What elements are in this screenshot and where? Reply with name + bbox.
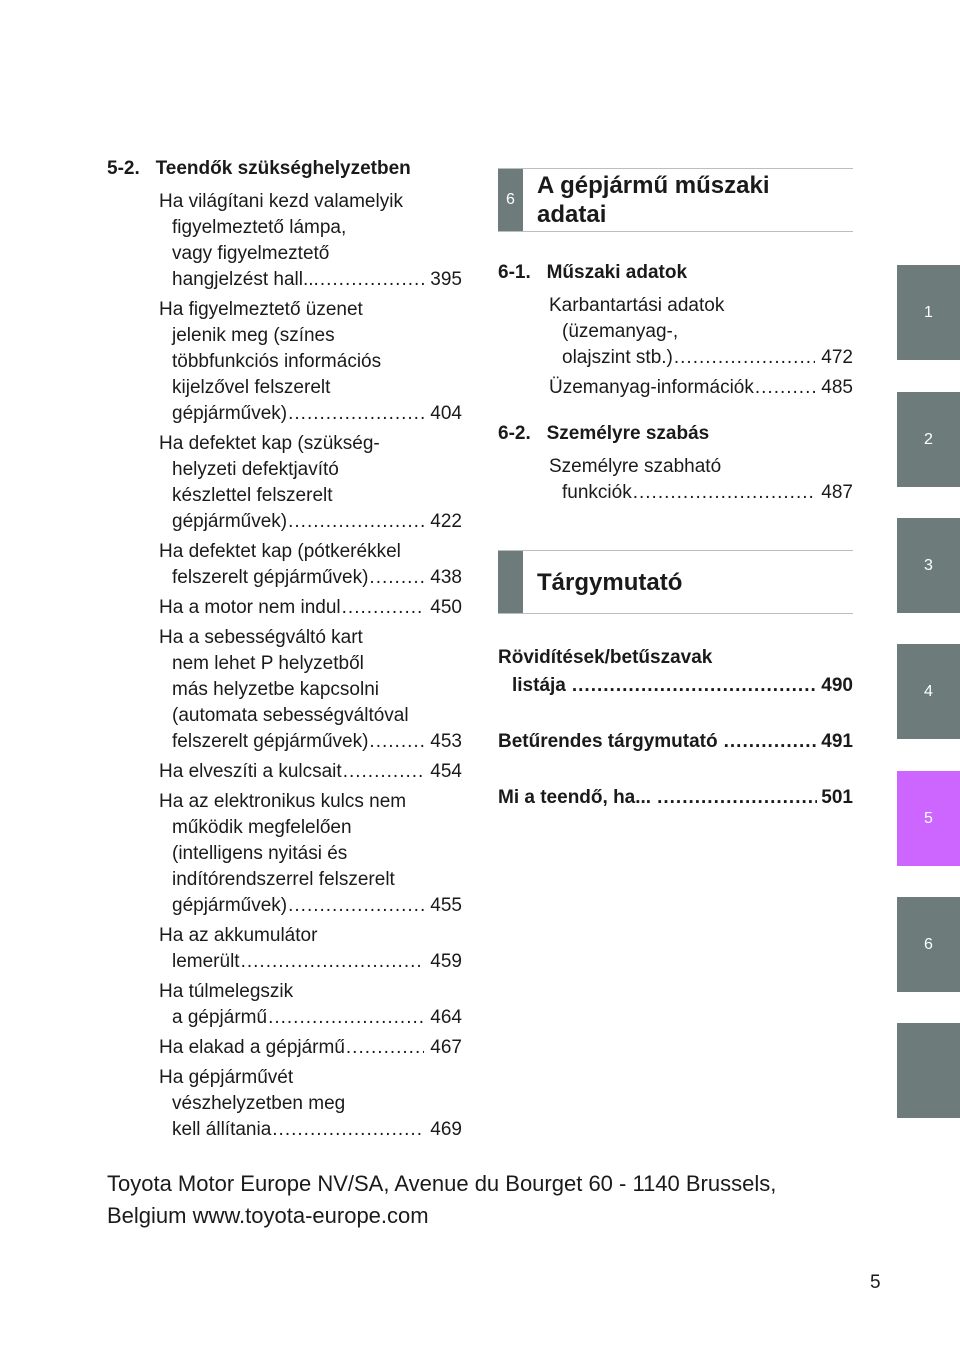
toc-entry-line: indítórendszerrel felszerelt	[172, 869, 395, 890]
index-entry-text: listája	[512, 675, 566, 696]
chapter-tab-3[interactable]: 3	[897, 518, 960, 613]
toc-entry-text: felszerelt gépjárművek)	[172, 567, 369, 588]
dot-leader	[633, 480, 816, 506]
toc-page-number: 459	[430, 951, 462, 972]
toc-entry-text: hangjelzést hall...	[172, 269, 319, 290]
dot-leader	[572, 672, 817, 700]
section-title: 6-1. Műszaki adatok	[498, 262, 688, 283]
toc-entry-line: Ha túlmelegszik	[159, 981, 294, 1002]
dot-leader	[268, 1005, 424, 1031]
toc-page-number: 464	[430, 1007, 462, 1028]
dot-leader	[657, 784, 817, 812]
toc-page-number: 438	[430, 567, 462, 588]
section-title: 6-2. Személyre szabás	[498, 423, 710, 444]
toc-entry-line: (üzemanyag-,	[562, 321, 679, 342]
index-entry-last-line	[498, 728, 853, 756]
publisher-footer	[107, 1168, 867, 1232]
toc-list-chapter-6	[498, 262, 853, 506]
toc-page-number: 472	[821, 347, 853, 368]
toc-entry	[159, 431, 462, 535]
chapter-6-title-line2: adatai	[537, 201, 607, 228]
toc-entry-line: Személyre szabható	[549, 456, 722, 477]
toc-entry	[159, 625, 462, 755]
toc-entry-line: jelenik meg (színes	[172, 325, 335, 346]
index-heading	[498, 550, 853, 614]
toc-entry	[159, 979, 462, 1031]
index-title: Tárgymutató	[537, 568, 683, 596]
index-entry	[498, 728, 853, 756]
toc-entry-text: Ha a motor nem indul	[159, 597, 341, 618]
toc-page-number: 450	[430, 597, 462, 618]
toc-page-number: 453	[430, 731, 462, 752]
toc-entry	[549, 375, 853, 401]
index-entry-last-line	[498, 784, 853, 812]
toc-entry-line: kijelzővel felszerelt	[172, 377, 331, 398]
toc-entry	[159, 539, 462, 591]
toc-entry-line: Ha az elektronikus kulcs nem	[159, 791, 407, 812]
toc-entry-line: Ha a sebességváltó kart	[159, 627, 363, 648]
toc-entry-line: (automata sebességváltóval	[172, 705, 409, 726]
toc-entry-last-line	[159, 509, 462, 535]
toc-entry-line: működik megfelelően	[172, 817, 352, 838]
chapter-6-title-line1: A gépjármű műszaki	[537, 172, 770, 199]
toc-entry-last-line	[159, 595, 462, 621]
toc-page-number: 422	[430, 511, 462, 532]
toc-entry-last-line	[159, 1035, 462, 1061]
toc-section	[498, 262, 853, 401]
toc-entry-last-line	[549, 480, 853, 506]
toc-entry-line: figyelmeztető lámpa,	[172, 217, 347, 238]
toc-entry-text: Ha elakad a gépjármű	[159, 1037, 345, 1058]
toc-entry-last-line	[159, 759, 462, 785]
dot-leader	[288, 509, 424, 535]
dot-leader	[241, 949, 425, 975]
index-page-number: 490	[821, 675, 853, 696]
toc-entry	[159, 789, 462, 919]
dot-leader	[342, 595, 425, 621]
left-column	[107, 158, 462, 1147]
toc-entry	[159, 189, 462, 293]
toc-entry-last-line	[159, 401, 462, 427]
index-entry-last-line	[498, 672, 853, 700]
index-page-number: 501	[821, 787, 853, 808]
index-list	[498, 644, 853, 812]
toc-entry-last-line	[159, 893, 462, 919]
footer-line-2: Belgium www.toyota-europe.com	[107, 1203, 429, 1228]
toc-entry-line: Ha figyelmeztető üzenet	[159, 299, 363, 320]
toc-entry	[549, 293, 853, 371]
dot-leader	[320, 267, 424, 293]
toc-entry-last-line	[159, 1117, 462, 1143]
toc-entry-last-line	[159, 267, 462, 293]
toc-entry-text: felszerelt gépjárművek)	[172, 731, 369, 752]
chapter-6-title	[537, 171, 770, 229]
toc-entry-line: (intelligens nyitási és	[172, 843, 348, 864]
toc-entry-line: többfunkciós információs	[172, 351, 382, 372]
dot-leader	[369, 565, 424, 591]
index-tab-marker	[498, 551, 523, 613]
toc-entry-line: vészhelyzetben meg	[172, 1093, 346, 1114]
index-entry-line: Rövidítések/betűszavak	[498, 647, 713, 668]
dot-leader	[343, 759, 425, 785]
toc-entry-line: helyzeti defektjavító	[172, 459, 339, 480]
toc-entry	[159, 923, 462, 975]
toc-entry-text: a gépjármű	[172, 1007, 268, 1028]
toc-page-number: 455	[430, 895, 462, 916]
toc-entry-text: Ha elveszíti a kulcsait	[159, 761, 342, 782]
toc-entry-text: funkciók	[562, 482, 632, 503]
toc-entry	[159, 595, 462, 621]
toc-entry-text: gépjárművek)	[172, 511, 288, 532]
toc-page-number: 485	[821, 377, 853, 398]
page-number: 5	[870, 1272, 881, 1293]
footer-line-1: Toyota Motor Europe NV/SA, Avenue du Bourget 60 - 1140 Brussels,	[107, 1171, 777, 1196]
toc-entry-last-line	[159, 565, 462, 591]
dot-leader	[674, 345, 815, 371]
toc-entry-last-line	[549, 375, 853, 401]
toc-page-number: 487	[821, 482, 853, 503]
chapter-tab-index[interactable]	[897, 1023, 960, 1118]
toc-entry	[549, 454, 853, 506]
toc-page-number: 404	[430, 403, 462, 424]
dot-leader	[346, 1035, 424, 1061]
toc-entry-text: olajszint stb.)	[562, 347, 673, 368]
toc-page-number: 454	[430, 761, 462, 782]
dot-leader	[288, 401, 424, 427]
toc-entry-last-line	[549, 345, 853, 371]
toc-entry-last-line	[159, 1005, 462, 1031]
toc-entry	[159, 1035, 462, 1061]
toc-entry-line: Ha defektet kap (szükség-	[159, 433, 380, 454]
index-page-number: 491	[821, 731, 853, 752]
toc-entry	[159, 759, 462, 785]
toc-entry-text: kell állítania	[172, 1119, 272, 1140]
toc-entry-line: Ha defektet kap (pótkerékkel	[159, 541, 401, 562]
dot-leader	[755, 375, 815, 401]
toc-entry-text: Üzemanyag-információk	[549, 377, 754, 398]
toc-entry-line: nem lehet P helyzetből	[172, 653, 364, 674]
chapter-6-tab-marker: 6	[498, 169, 523, 231]
index-entry	[498, 644, 853, 700]
toc-page-number: 469	[430, 1119, 462, 1140]
chapter-tab-4[interactable]: 4	[897, 644, 960, 739]
toc-section	[498, 423, 853, 506]
toc-entry	[159, 297, 462, 427]
toc-entry-line: más helyzetbe kapcsolni	[172, 679, 379, 700]
chapter-6-heading	[498, 168, 853, 232]
toc-entry-line: Ha világítani kezd valamelyik	[159, 191, 403, 212]
index-entry-text: Betűrendes tárgymutató	[498, 731, 718, 752]
chapter-tab-5[interactable]: 5	[897, 771, 960, 866]
toc-list-5-2	[107, 189, 462, 1143]
toc-entry-line: Ha az akkumulátor	[159, 925, 318, 946]
toc-entry-text: gépjárművek)	[172, 403, 288, 424]
toc-entry-line: vagy figyelmeztető	[172, 243, 330, 264]
toc-entry-text: lemerült	[172, 951, 240, 972]
chapter-tab-6[interactable]: 6	[897, 897, 960, 992]
toc-page-number: 395	[430, 269, 462, 290]
toc-entry-last-line	[159, 729, 462, 755]
toc-entry-line: Karbantartási adatok	[549, 295, 725, 316]
dot-leader	[369, 729, 424, 755]
dot-leader	[272, 1117, 424, 1143]
chapter-tab-2[interactable]: 2	[897, 392, 960, 487]
index-entry-text: Mi a teendő, ha...	[498, 787, 652, 808]
toc-entry-line: Ha gépjárművét	[159, 1067, 294, 1088]
index-entry	[498, 784, 853, 812]
toc-page-number: 467	[430, 1037, 462, 1058]
toc-entry	[159, 1065, 462, 1143]
dot-leader	[288, 893, 424, 919]
chapter-tab-1[interactable]: 1	[897, 265, 960, 360]
toc-entry-line: készlettel felszerelt	[172, 485, 333, 506]
toc-entry-last-line	[159, 949, 462, 975]
right-column	[498, 168, 853, 812]
toc-entry-text: gépjárművek)	[172, 895, 288, 916]
section-title-5-2: 5-2. Teendők szükséghelyzetben	[107, 158, 411, 179]
dot-leader	[724, 728, 818, 756]
